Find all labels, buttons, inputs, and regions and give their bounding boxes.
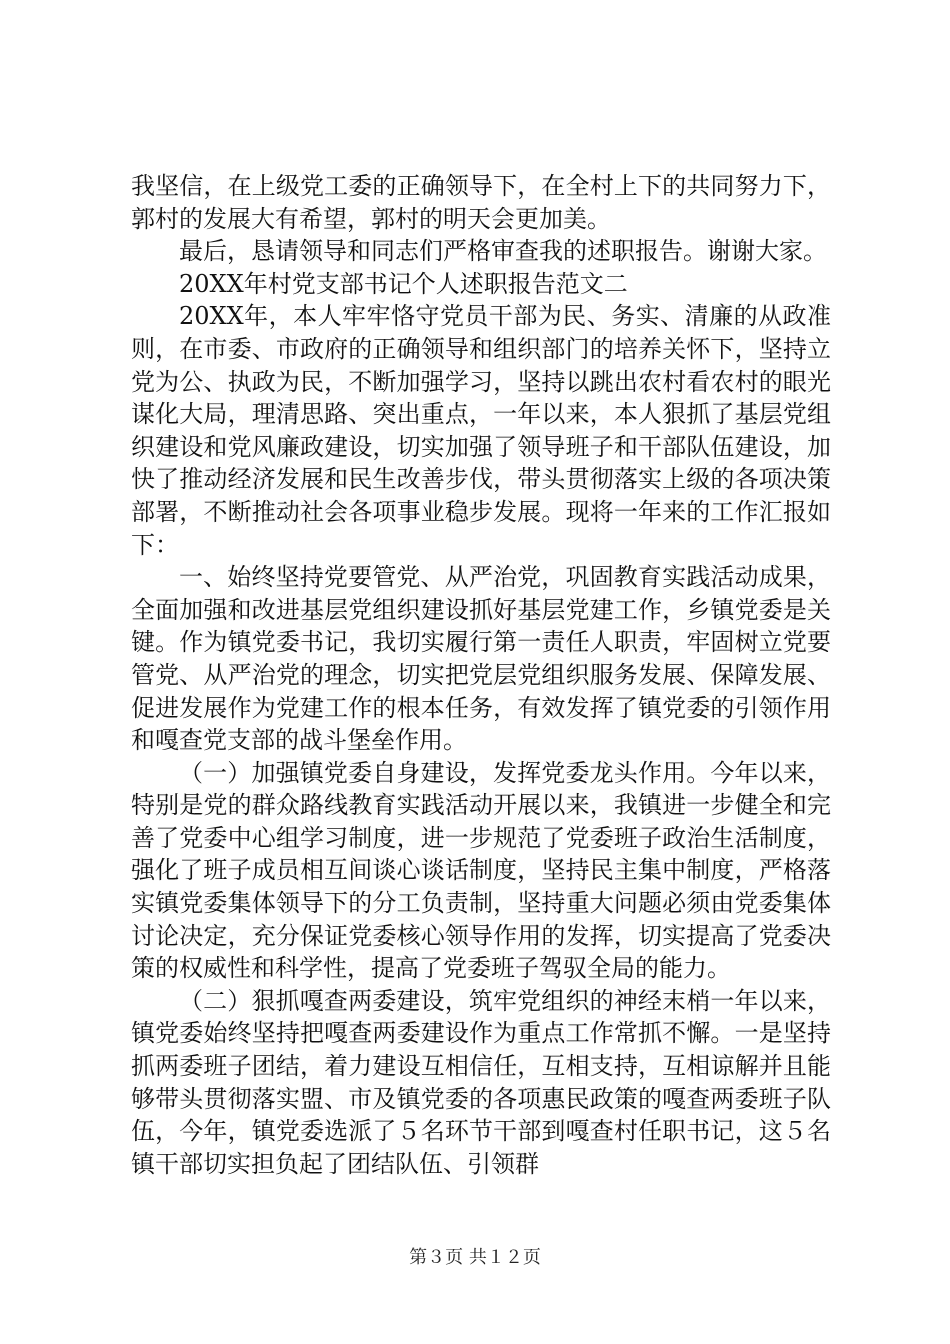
paragraph-intro: 20XX年，本人牢牢恪守党员干部为民、务实、清廉的从政准则，在市委、市政府的正确领导和组织部门的培养关怀下，坚持立党为公、执政为民，不断加强学习，坚持以跳出农村看农村的眼光谋化大局，理清思路、突出重点，一年以来，本人狠抓了基层党组织建设和党风廉政建设，切实加强了领导班子和干部队伍建设，加快了推动经济发展和民生改善步伐，带头贯彻落实上级的各项决策部署，不断推动社会各项事业稳步发展。现将一年来的工作汇报如下： <box>131 302 831 559</box>
paragraph-subpoint-two: （二）狠抓嘎查两委建设，筑牢党组织的神经末梢一年以来，镇党委始终坚持把嘎查两委建设作为重点工作常抓不懈。一是坚持抓两委班子团结，着力建设互相信任，互相支持，互相谅解并且能够带头贯彻落实盟、市及镇党委的各项惠民政策的嘎查两委班子队伍，今年，镇党委选派了５名环节干部到嘎查村任职书记，这５名镇干部切实担负起了团结队伍、引领群 <box>131 986 831 1178</box>
paragraph-point-one: 一、始终坚持党要管党、从严治党，巩固教育实践活动成果，全面加强和改进基层党组织建设抓好基层党建工作，乡镇党委是关键。作为镇党委书记，我切实履行第一责任人职责，牢固树立党要管党、从严治党的理念，切实把党层党组织服务发展、保障发展、促进发展作为党建工作的根本任务，有效发挥了镇党委的引领作用和嘎查党支部的战斗堡垒作用。 <box>131 563 831 755</box>
document-body <box>131 170 831 1180</box>
section-heading: 20XX年村党支部书记个人述职报告范文二 <box>179 269 628 298</box>
paragraph-closing: 最后，恳请领导和同志们严格审查我的述职报告。谢谢大家。 <box>179 237 827 266</box>
paragraph-subpoint-one: （一）加强镇党委自身建设，发挥党委龙头作用。今年以来，特别是党的群众路线教育实践活动开展以来，我镇进一步健全和完善了党委中心组学习制度，进一步规范了党委班子政治生活制度，强化了班子成员相互间谈心谈话制度，坚持民主集中制度，严格落实镇党委集体领导下的分工负责制，坚持重大问题必须由党委集体讨论决定，充分保证党委核心领导作用的发挥，切实提高了党委决策的权威性和科学性，提高了党委班子驾驭全局的能力。 <box>131 758 831 983</box>
page-number-footer: 第３页 共１２页 <box>409 1247 541 1268</box>
paragraph-continuation: 我坚信，在上级党工委的正确领导下，在全村上下的共同努力下，郭村的发展大有希望，郭村的明天会更加美。 <box>131 172 831 233</box>
